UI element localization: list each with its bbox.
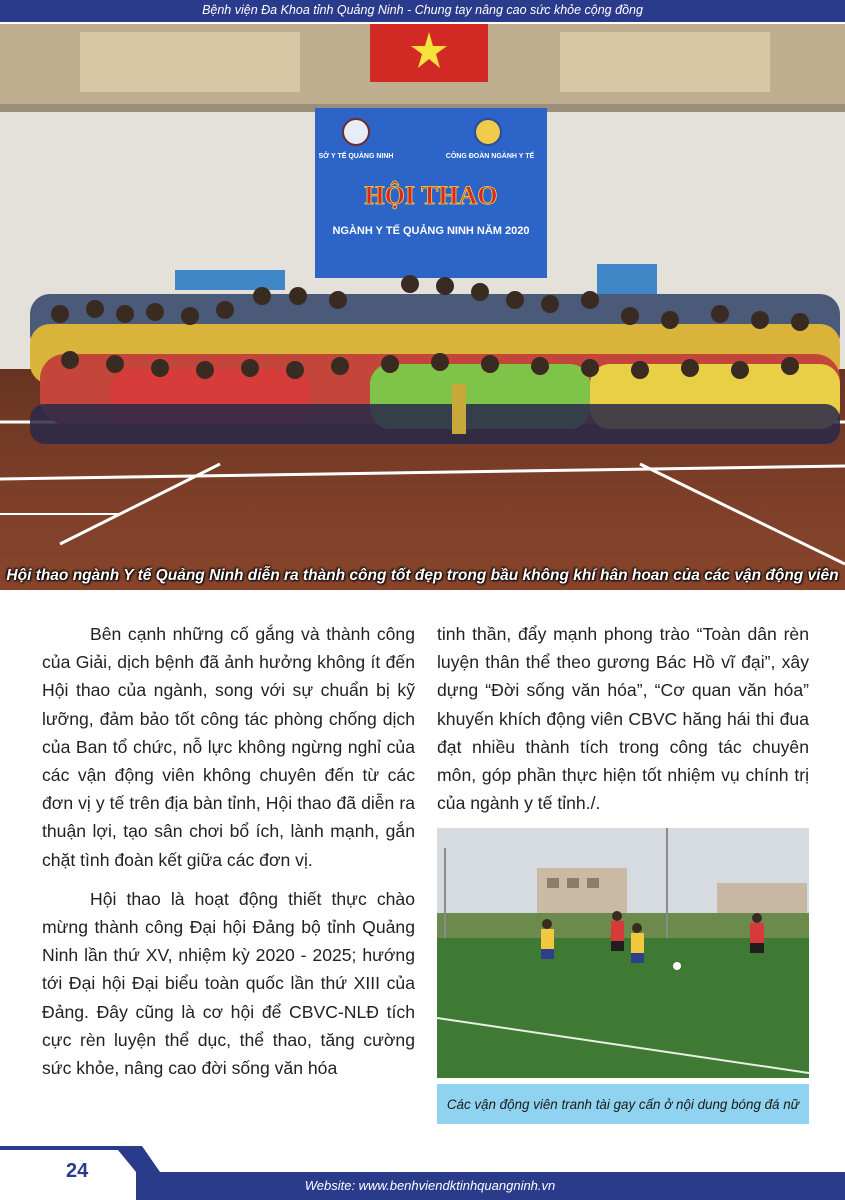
paragraph-1: Bên cạnh những cố gắng và thành công của Giải, dịch bệnh đã ảnh hưởng không ít đến Hội thao của ngành, song với sự chuẩn bị kỹ lưỡng, đảm bảo tốt công tác phòng chống dịch của Ban tổ chức, nỗ lực không ngừng nghỉ của các vận động viên không chuyên đến từ các đơn vị y tế trên địa bàn tỉnh, Hội thao đã diễn ra thuận lợi, tạo sân chơi bổ ích, lành mạnh, gắn chặt tình đoàn kết giữa các đơn vị. [42, 624, 415, 870]
main-photo [0, 24, 845, 590]
banner-org-left: SỞ Y TẾ QUẢNG NINH [318, 153, 394, 160]
banner-org-right: CÔNG ĐOÀN NGÀNH Y TẾ [445, 153, 535, 160]
banner-subtitle: NGÀNH Y TẾ QUẢNG NINH NĂM 2020 [332, 225, 530, 237]
paragraph-2: Hội thao là hoạt động thiết thực chào mừng thành công Đại hội Đảng bộ tỉnh Quảng Ninh lần thứ XV, nhiệm kỳ 2020 - 2025; hướng tới Đại hội Đại biểu toàn quốc lần thứ XIII của Đảng. Đây cũng là cơ hội để CBVC-NLĐ tích cực rèn luyện thể dục, thể thao, tăng cường sức khỏe, nâng cao đời sống văn hóa [42, 888, 415, 1079]
football-photo [437, 828, 809, 1078]
main-photo-caption: Hội thao ngành Y tế Quảng Ninh diễn ra thành công tốt đẹp trong bầu không khí hân hoan của các vận động viên [6, 567, 839, 584]
page-number: 24 [66, 1160, 89, 1182]
header-tagline: Bệnh viện Đa Khoa tỉnh Quảng Ninh - Chung tay nâng cao sức khỏe cộng đồng [202, 3, 643, 17]
football-photo-caption: Các vận động viên tranh tài gay cấn ở nội dung bóng đá nữ [446, 1096, 800, 1112]
football-caption-box [437, 1084, 809, 1124]
paragraph-3: tinh thần, đẩy mạnh phong trào “Toàn dân rèn luyện thân thể theo gương Bác Hồ vĩ đại”, xây dựng “Đời sống văn hóa”, “Cơ quan văn hóa” khuyến khích động viên CBVC hăng hái thi đua đạt nhiều thành tích trong công tác chuyên môn, góp phần thực hiện tốt nhiệm vụ chính trị của ngành y tế tỉnh./. [437, 624, 809, 814]
article-left-column [42, 620, 415, 1082]
article-right-column [437, 620, 809, 817]
banner-title: HỘI THAO [364, 181, 498, 210]
website-link[interactable]: Website: www.benhviendktinhquangninh.vn [304, 1178, 556, 1193]
